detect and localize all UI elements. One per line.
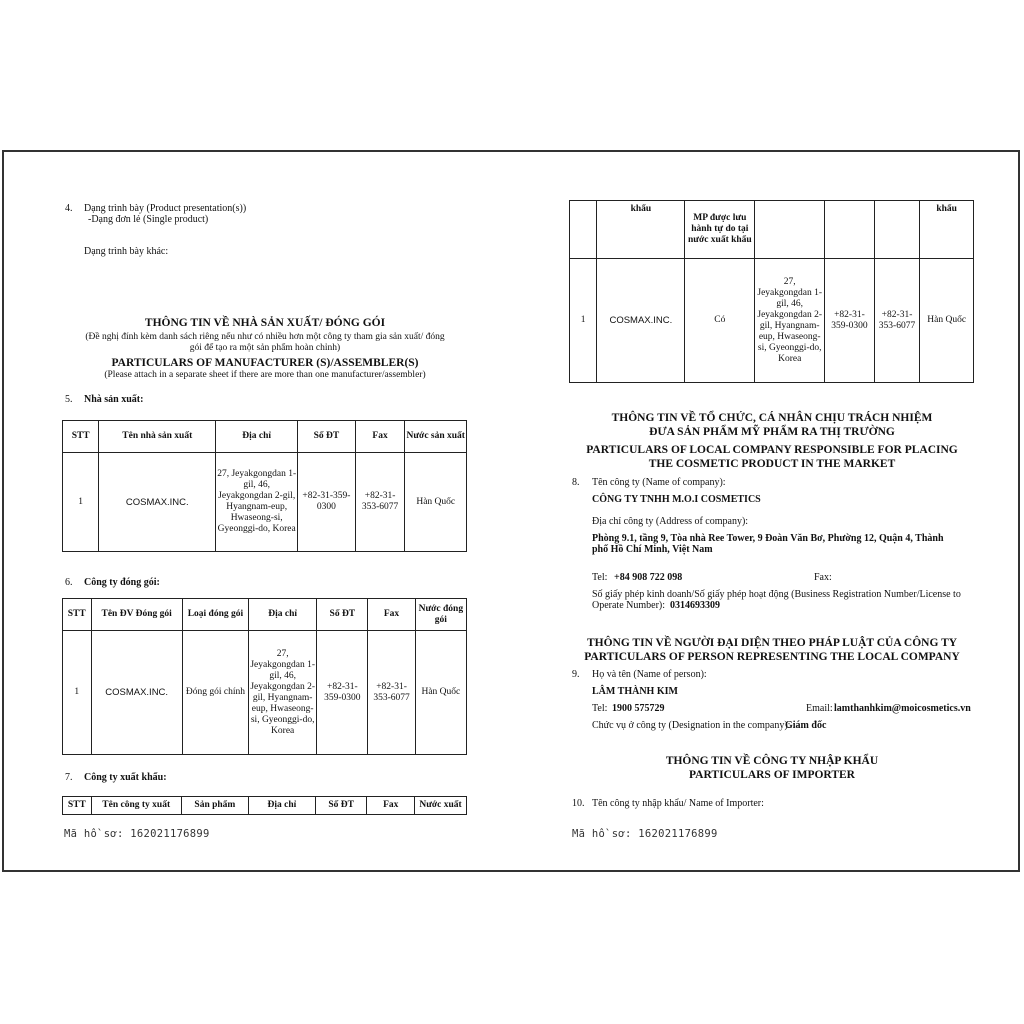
cell-name: COSMAX.INC. (99, 453, 216, 552)
cell-fax: +82-31-353-6077 (355, 453, 405, 552)
manufacturer-vn-note-1: (Đề nghị đính kèm danh sách riêng nếu như có nhiều hơn một công ty tham gia sản xuất/ đóng (85, 332, 445, 342)
sec7-label: Công ty xuất khẩu: (84, 772, 167, 783)
col-name: Tên công ty xuất (91, 797, 181, 815)
sec4-other: Dạng trình bày khác: (84, 246, 169, 257)
manufacturer-en-title: PARTICULARS OF MANUFACTURER (S)/ASSEMBLER(S) (111, 357, 419, 369)
importer-vn: THÔNG TIN VỀ CÔNG TY NHẬP KHẨU (665, 755, 879, 767)
sec4-item: -Dạng đơn lẻ (Single product) (88, 214, 209, 225)
sec8-fax-label: Fax: (814, 572, 832, 583)
importer-header (560, 754, 984, 782)
sec10-num: 10. (572, 798, 585, 809)
cell-phone: +82-31-359-0300 (825, 259, 875, 383)
col-name: Tên ĐV Đóng gói (91, 599, 182, 631)
sec9-email-label: Email: (806, 703, 833, 714)
sec9-email-value: lamthanhkim@moicosmetics.vn (834, 703, 971, 714)
representative-header (560, 636, 984, 664)
col-name: khẩu (597, 201, 685, 259)
manufacturer-vn-note-2: gói để tạo ra một sản phẩm hoàn chỉnh) (189, 343, 341, 353)
local-vn-2: ĐƯA SẢN PHẨM MỸ PHẨM RA THỊ TRƯỜNG (649, 426, 895, 438)
sec9-name-value: LÂM THÀNH KIM (592, 686, 678, 697)
sec8-addr-label: Địa chỉ công ty (Address of company): (592, 516, 749, 527)
packager-table (62, 598, 467, 755)
cell-stt: 1 (570, 259, 597, 383)
sec8-license-label-1: Số giấy phép kinh doanh/Số giấy phép hoạt động (Business Registration Number/License to (592, 589, 961, 600)
cell-country: Hàn Quốc (405, 453, 467, 552)
local-en-1: PARTICULARS OF LOCAL COMPANY RESPONSIBLE FOR PLACING (586, 444, 958, 456)
col-stt: STT (63, 797, 92, 815)
sec9-tel-value: 1900 575729 (612, 703, 665, 714)
col-name: Tên nhà sản xuất (99, 421, 216, 453)
table-row (570, 259, 974, 383)
manufacturer-en-note: (Please attach in a separate sheet if there are more than one manufacturer/assembler) (104, 370, 426, 380)
manufacturer-table (62, 420, 467, 552)
left-footer-code: Mã hồ sơ: 162021176899 (64, 828, 210, 840)
sec6-num: 6. (65, 577, 73, 588)
col-stt (570, 201, 597, 259)
col-type: Loại đóng gói (182, 599, 248, 631)
cell-type: Đóng gói chính (182, 631, 248, 755)
col-phone: Số ĐT (317, 599, 368, 631)
sec6-label: Công ty đóng gói: (84, 577, 160, 588)
local-en-2: THE COSMETIC PRODUCT IN THE MARKET (648, 458, 896, 470)
col-fax: Fax (367, 797, 415, 815)
col-stt: STT (63, 421, 99, 453)
col-address (755, 201, 825, 259)
sec8-license-label-2: Operate Number): (592, 600, 666, 611)
sec8-license-value: 0314693309 (670, 600, 720, 611)
cell-phone: +82-31-359-0300 (298, 453, 356, 552)
sec4-num: 4. (65, 203, 73, 214)
cell-address: 27, Jeyakgongdan 1-gil, 46, Jeyakgongdan 2-gil, Hyangnam-eup, Hwaseong-si, Gyeonggi-do, Korea (249, 631, 317, 755)
cell-address: 27, Jeyakgongdan 1-gil, 46, Jeyakgongdan 2-gil, Hyangnam-eup, Hwaseong-si, Gyeonggi-do, Korea (755, 259, 825, 383)
cell-country: Hàn Quốc (920, 259, 974, 383)
cell-country: Hàn Quốc (415, 631, 466, 755)
col-phone: Số ĐT (298, 421, 356, 453)
sec10-label: Tên công ty nhập khẩu/ Name of Importer: (592, 798, 764, 809)
sec8-addr-value-1: Phòng 9.1, tầng 9, Tòa nhà Ree Tower, 9 Đoàn Văn Bơ, Phường 12, Quận 4, Thành (592, 533, 944, 544)
col-phone: Số ĐT (315, 797, 366, 815)
table-row (63, 453, 467, 552)
col-free-sale: MP được lưu hành tự do tại nước xuất khẩu (685, 201, 755, 259)
col-fax (874, 201, 920, 259)
cell-fax: +82-31-353-6077 (368, 631, 415, 755)
cell-stt: 1 (63, 453, 99, 552)
col-phone (825, 201, 875, 259)
col-fax: Fax (355, 421, 405, 453)
sec8-num: 8. (572, 477, 580, 488)
col-country: khẩu (920, 201, 974, 259)
cell-name: COSMAX.INC. (597, 259, 685, 383)
cell-free-sale: Có (685, 259, 755, 383)
col-country: Nước đóng gói (415, 599, 466, 631)
cell-phone: +82-31-359-0300 (317, 631, 368, 755)
col-stt: STT (63, 599, 92, 631)
sec9-name-label: Họ và tên (Name of person): (592, 669, 707, 680)
sec8-name-value: CÔNG TY TNHH M.O.I COSMETICS (592, 494, 761, 505)
sec5-label: Nhà sản xuất: (84, 394, 144, 405)
manufacturer-header (60, 316, 470, 381)
cell-fax: +82-31-353-6077 (874, 259, 920, 383)
col-address: Địa chỉ (249, 797, 316, 815)
manufacturer-vn-title: THÔNG TIN VỀ NHÀ SẢN XUẤT/ ĐÓNG GÓI (144, 317, 386, 329)
sec8-addr-value-2: phố Hồ Chí Minh, Việt Nam (592, 544, 713, 555)
sec9-tel-label: Tel: (592, 703, 608, 714)
col-address: Địa chỉ (249, 599, 317, 631)
sec9-role-label: Chức vụ ở công ty (Designation in the company): (592, 720, 791, 731)
rep-en: PARTICULARS OF PERSON REPRESENTING THE LOCAL COMPANY (584, 651, 960, 663)
cell-name: COSMAX.INC. (91, 631, 182, 755)
col-fax: Fax (368, 599, 415, 631)
sec5-num: 5. (65, 394, 73, 405)
sec8-tel-value: +84 908 722 098 (614, 572, 683, 583)
col-country: Nước xuất (415, 797, 467, 815)
sec9-num: 9. (572, 669, 580, 680)
importer-en: PARTICULARS OF IMPORTER (689, 769, 855, 781)
cell-address: 27, Jeyakgongdan 1-gil, 46, Jeyakgongdan 2-gil, Hyangnam-eup, Hwaseong-si, Gyeonggi-do, Korea (216, 453, 298, 552)
col-address: Địa chỉ (216, 421, 298, 453)
right-footer-code: Mã hồ sơ: 162021176899 (572, 828, 718, 840)
col-country: Nước sản xuất (405, 421, 467, 453)
exporter-table (569, 200, 974, 383)
sec9-role-value: Giám đốc (785, 720, 827, 731)
table-row (63, 631, 467, 755)
rep-vn: THÔNG TIN VỀ NGƯỜI ĐẠI DIỆN THEO PHÁP LUẬT CỦA CÔNG TY (586, 637, 958, 649)
col-product: Sản phẩm (181, 797, 248, 815)
cell-stt: 1 (63, 631, 92, 755)
sec8-tel-label: Tel: (592, 572, 608, 583)
exporter-table-header (62, 796, 467, 815)
local-company-header (560, 411, 984, 471)
sec4-title: Dạng trình bày (Product presentation(s)) (84, 203, 247, 214)
sec7-num: 7. (65, 772, 73, 783)
local-vn-1: THÔNG TIN VỀ TỔ CHỨC, CÁ NHÂN CHỊU TRÁCH NHIỆM (611, 412, 933, 424)
sec8-name-label: Tên công ty (Name of company): (592, 477, 726, 488)
